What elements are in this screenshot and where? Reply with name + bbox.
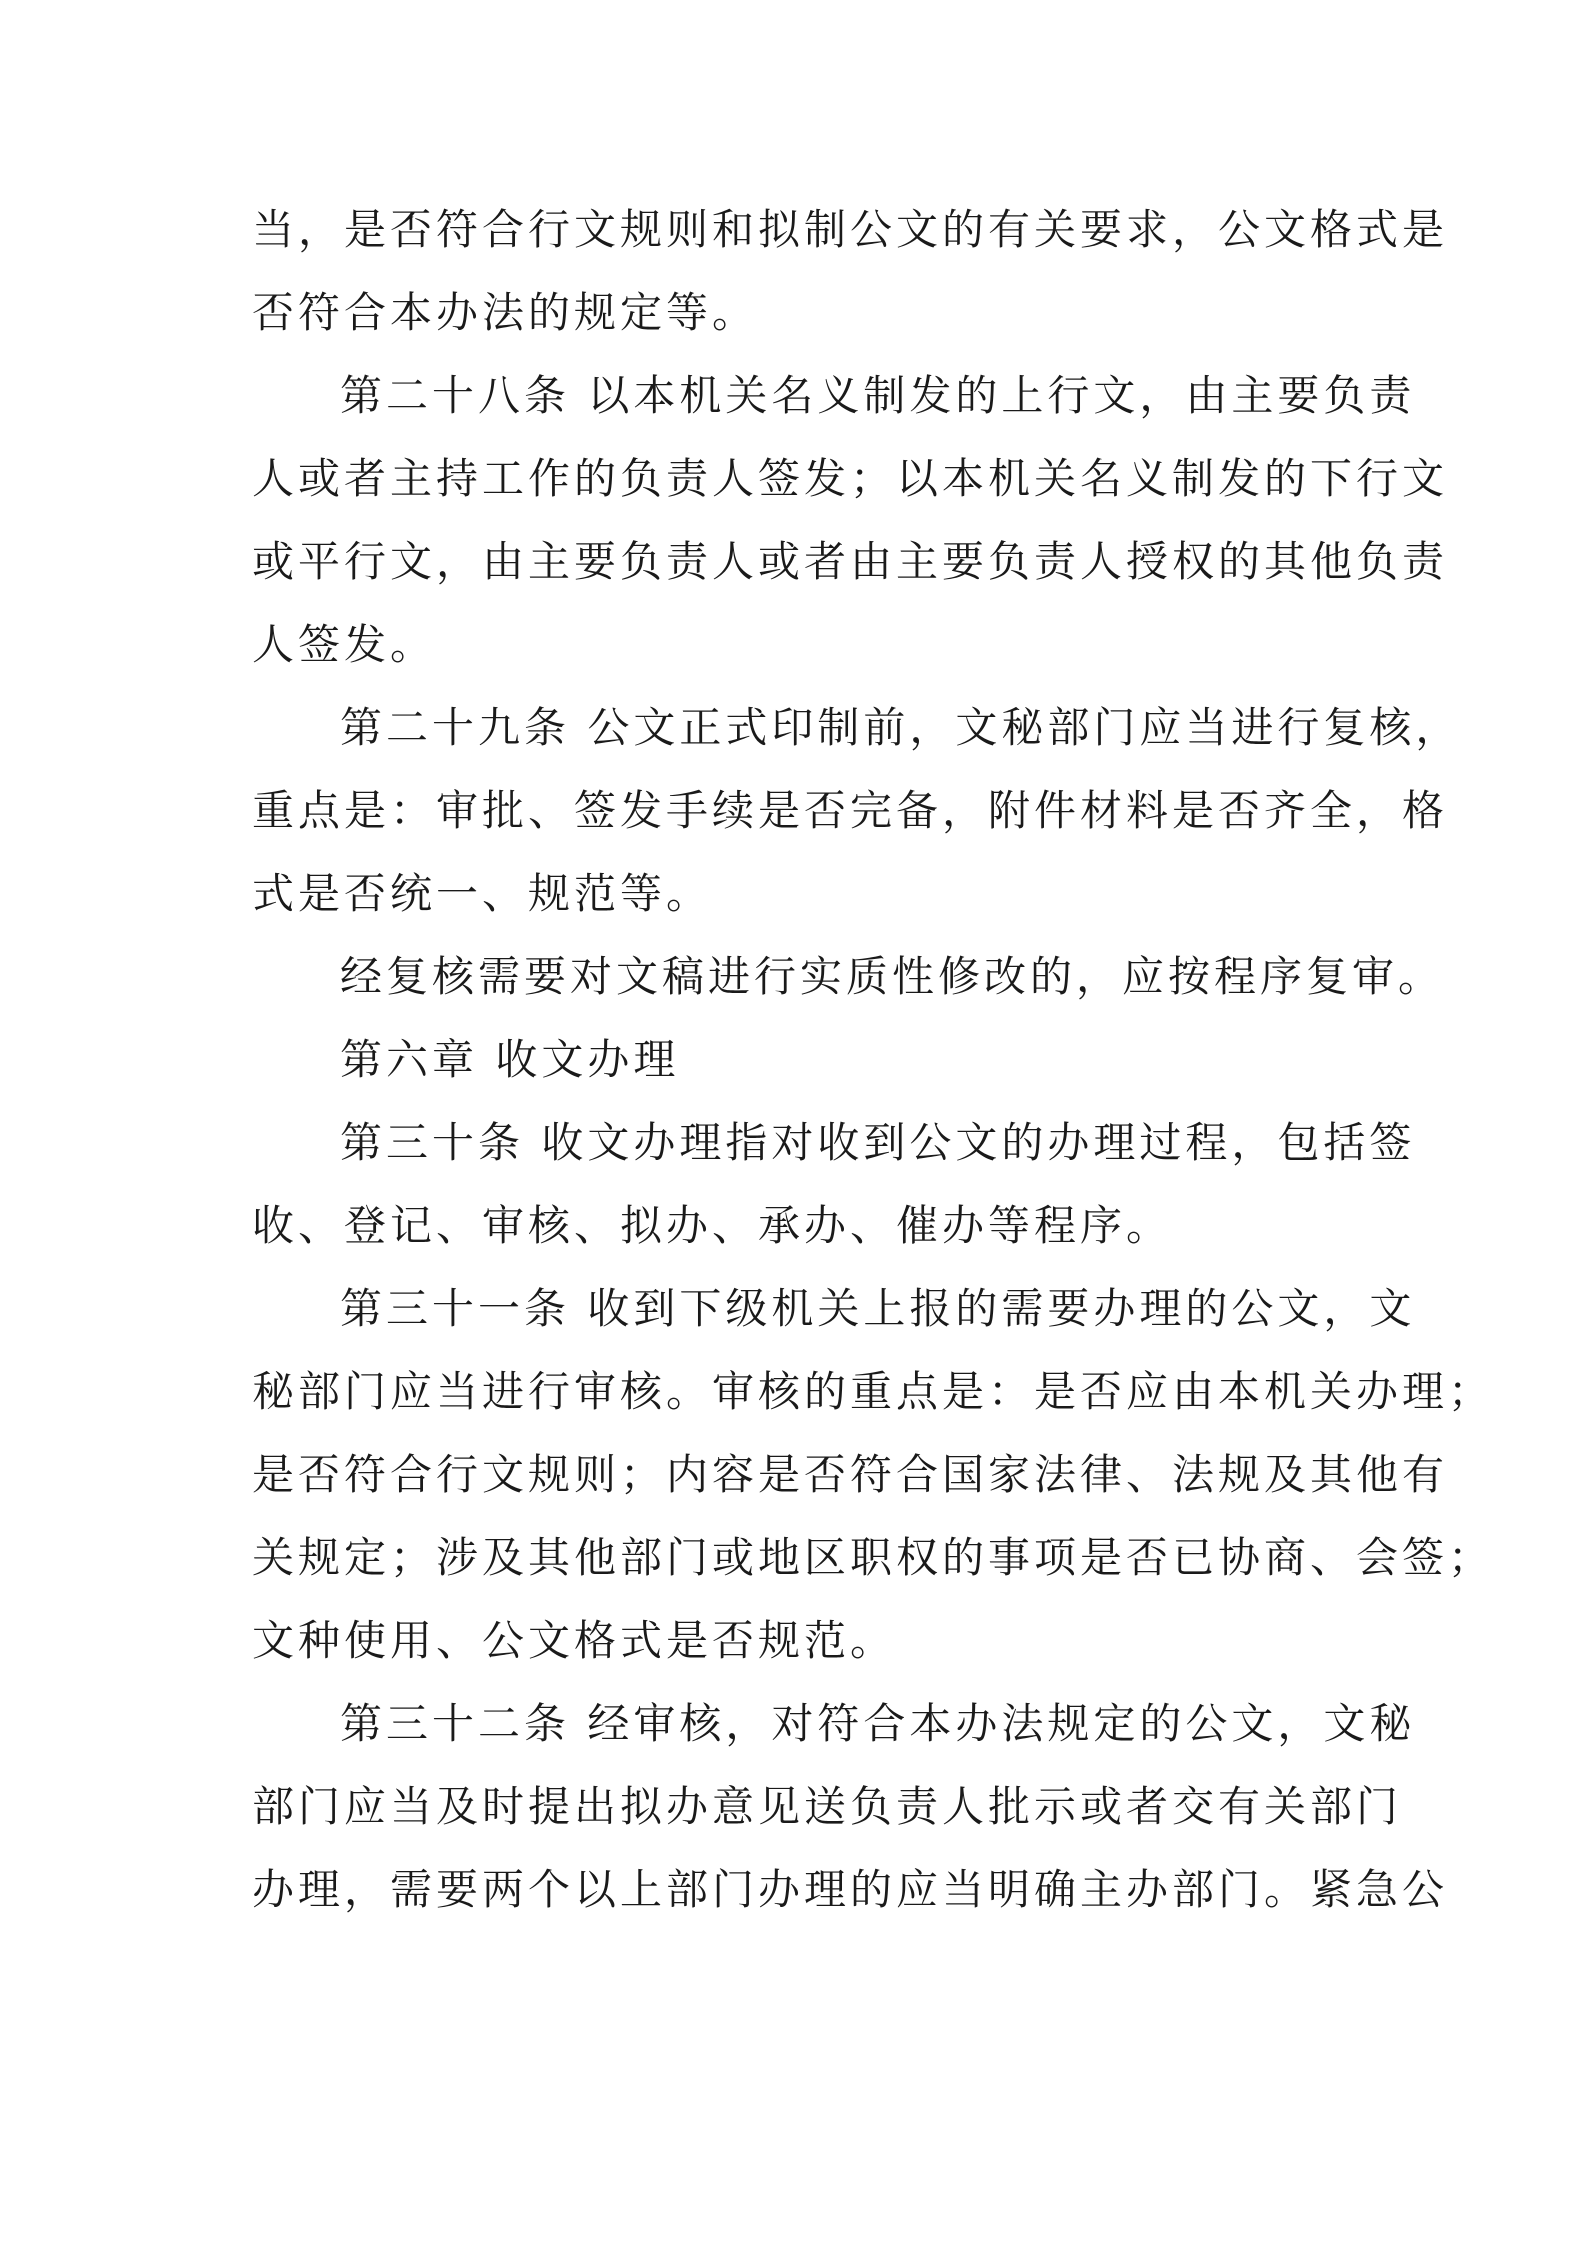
article-32-heading-line: 第三十二条 经审核，对符合本办法规定的公文，文秘 — [340, 1699, 1416, 1748]
text-line: 经复核需要对文稿进行实质性修改的，应按程序复审。 — [340, 952, 1445, 1001]
text-line: 秘部门应当进行审核。审核的重点是：是否应由本机关办理； — [252, 1367, 1495, 1416]
text-line: 人或者主持工作的负责人签发；以本机关名义制发的下行文 — [252, 454, 1449, 503]
article-31-heading-line: 第三十一条 收到下级机关上报的需要办理的公文，文 — [340, 1284, 1416, 1333]
text-line: 是否符合行文规则；内容是否符合国家法律、法规及其他有 — [252, 1450, 1449, 1499]
article-28-heading-line: 第二十八条 以本机关名义制发的上行文，由主要负责 — [340, 371, 1416, 420]
text-line: 部门应当及时提出拟办意见送负责人批示或者交有关部门 — [252, 1782, 1403, 1831]
text-line: 人签发。 — [252, 620, 437, 669]
article-30-heading-line: 第三十条 收文办理指对收到公文的办理过程，包括签 — [340, 1118, 1416, 1167]
text-line: 办理，需要两个以上部门办理的应当明确主办部门。紧急公 — [252, 1865, 1449, 1914]
text-line: 重点是：审批、签发手续是否完备，附件材料是否齐全，格 — [252, 786, 1449, 835]
article-29-heading-line: 第二十九条 公文正式印制前，文秘部门应当进行复核， — [340, 703, 1462, 752]
text-line: 文种使用、公文格式是否规范。 — [252, 1616, 897, 1665]
text-line: 否符合本办法的规定等。 — [252, 288, 759, 337]
text-line: 收、登记、审核、拟办、承办、催办等程序。 — [252, 1201, 1173, 1250]
chapter-6-heading: 第六章 收文办理 — [340, 1035, 680, 1084]
text-line: 或平行文，由主要负责人或者由主要负责人授权的其他负责 — [252, 537, 1449, 586]
text-line: 关规定；涉及其他部门或地区职权的事项是否已协商、会签； — [252, 1533, 1495, 1582]
text-line: 式是否统一、规范等。 — [252, 869, 713, 918]
text-line: 当，是否符合行文规则和拟制公文的有关要求，公文格式是 — [252, 205, 1449, 254]
